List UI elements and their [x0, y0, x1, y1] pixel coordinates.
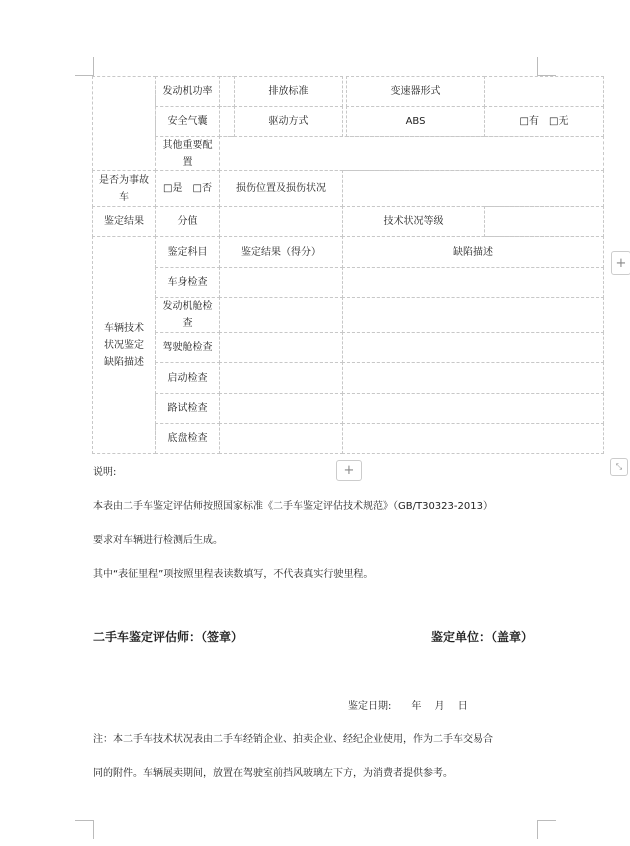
cell[interactable]	[342, 362, 604, 394]
accident-checkboxes[interactable]: □是 □否	[155, 170, 220, 207]
cell[interactable]: 缺陷描述	[342, 236, 604, 268]
cell[interactable]	[484, 206, 604, 237]
cell[interactable]	[219, 136, 604, 171]
cell[interactable]	[219, 362, 343, 394]
footnote-line: 注：本二手车技术状况表由二手车经销企业、拍卖企业、经纪企业使用，作为二手车交易合	[93, 734, 493, 745]
resize-handle-icon[interactable]: ⤡	[610, 458, 628, 476]
cell[interactable]	[219, 423, 343, 454]
cell[interactable]: 其他重要配置	[155, 136, 220, 171]
cell[interactable]: 鉴定科目	[155, 236, 220, 268]
defect-item-label[interactable]: 车身检查	[155, 267, 220, 298]
cell[interactable]: ABS	[346, 106, 485, 137]
cell[interactable]	[342, 170, 604, 207]
cell[interactable]	[342, 423, 604, 454]
cell[interactable]	[342, 393, 604, 424]
cell[interactable]	[219, 332, 343, 363]
defect-item-label[interactable]: 启动检查	[155, 362, 220, 394]
cell[interactable]: 是否为事故车	[92, 170, 156, 207]
cell[interactable]	[342, 297, 604, 333]
corner-mark	[537, 820, 556, 839]
cell[interactable]	[219, 76, 235, 107]
cell[interactable]: 鉴定结果	[92, 206, 156, 237]
abs-checkboxes[interactable]: □有 □无	[484, 106, 604, 137]
unit-seal: 鉴定单位：（盖章）	[431, 630, 534, 644]
defect-item-label[interactable]: 底盘检查	[155, 423, 220, 454]
cell[interactable]: 发动机功率	[155, 76, 220, 107]
cell[interactable]	[92, 236, 156, 454]
cell[interactable]	[219, 206, 343, 237]
corner-mark	[537, 57, 556, 76]
defect-item-label[interactable]: 驾驶舱检查	[155, 332, 220, 363]
cell[interactable]: 鉴定结果（得分）	[219, 236, 343, 268]
appraiser-signature: 二手车鉴定评估师：（签章）	[93, 630, 244, 644]
cell[interactable]	[219, 267, 343, 298]
corner-mark	[75, 57, 94, 76]
footnote-line: 同的附件。车辆展卖期间，放置在驾驶室前挡风玻璃左下方，为消费者提供参考。	[93, 768, 453, 779]
corner-mark	[75, 820, 94, 839]
notes-line: 要求对车辆进行检测后生成。	[93, 535, 223, 546]
notes-label: 说明:	[93, 467, 117, 478]
cell[interactable]: 分值	[155, 206, 220, 237]
cell[interactable]	[219, 393, 343, 424]
cell[interactable]	[219, 106, 235, 137]
defect-item-label[interactable]: 路试检查	[155, 393, 220, 424]
cell[interactable]	[484, 76, 604, 107]
defect-group-label: 车辆技术状况鉴定缺陷描述	[104, 322, 144, 368]
cell[interactable]: 技术状况等级	[342, 206, 485, 237]
notes-line: 本表由二手车鉴定评估师按照国家标准《二手车鉴定评估技术规范》（GB/T30323-2013）	[93, 501, 493, 512]
add-row-button[interactable]: +	[336, 460, 362, 481]
cell[interactable]: 变速器形式	[346, 76, 485, 107]
notes-line: 其中“表征里程”项按照里程表读数填写，不代表真实行驶里程。	[93, 569, 374, 580]
cell[interactable]: 驱动方式	[234, 106, 343, 137]
add-column-button[interactable]: +	[611, 251, 630, 275]
cell[interactable]	[342, 267, 604, 298]
defect-item-label[interactable]: 发动机舱检查	[155, 297, 220, 333]
cell[interactable]	[92, 76, 156, 171]
cell[interactable]: 安全气囊	[155, 106, 220, 137]
cell[interactable]	[342, 332, 604, 363]
cell[interactable]: 排放标准	[234, 76, 343, 107]
cell[interactable]: 损伤位置及损伤状况	[219, 170, 343, 207]
cell[interactable]	[219, 297, 343, 333]
appraisal-date: 鉴定日期: 年 月 日	[348, 701, 468, 712]
